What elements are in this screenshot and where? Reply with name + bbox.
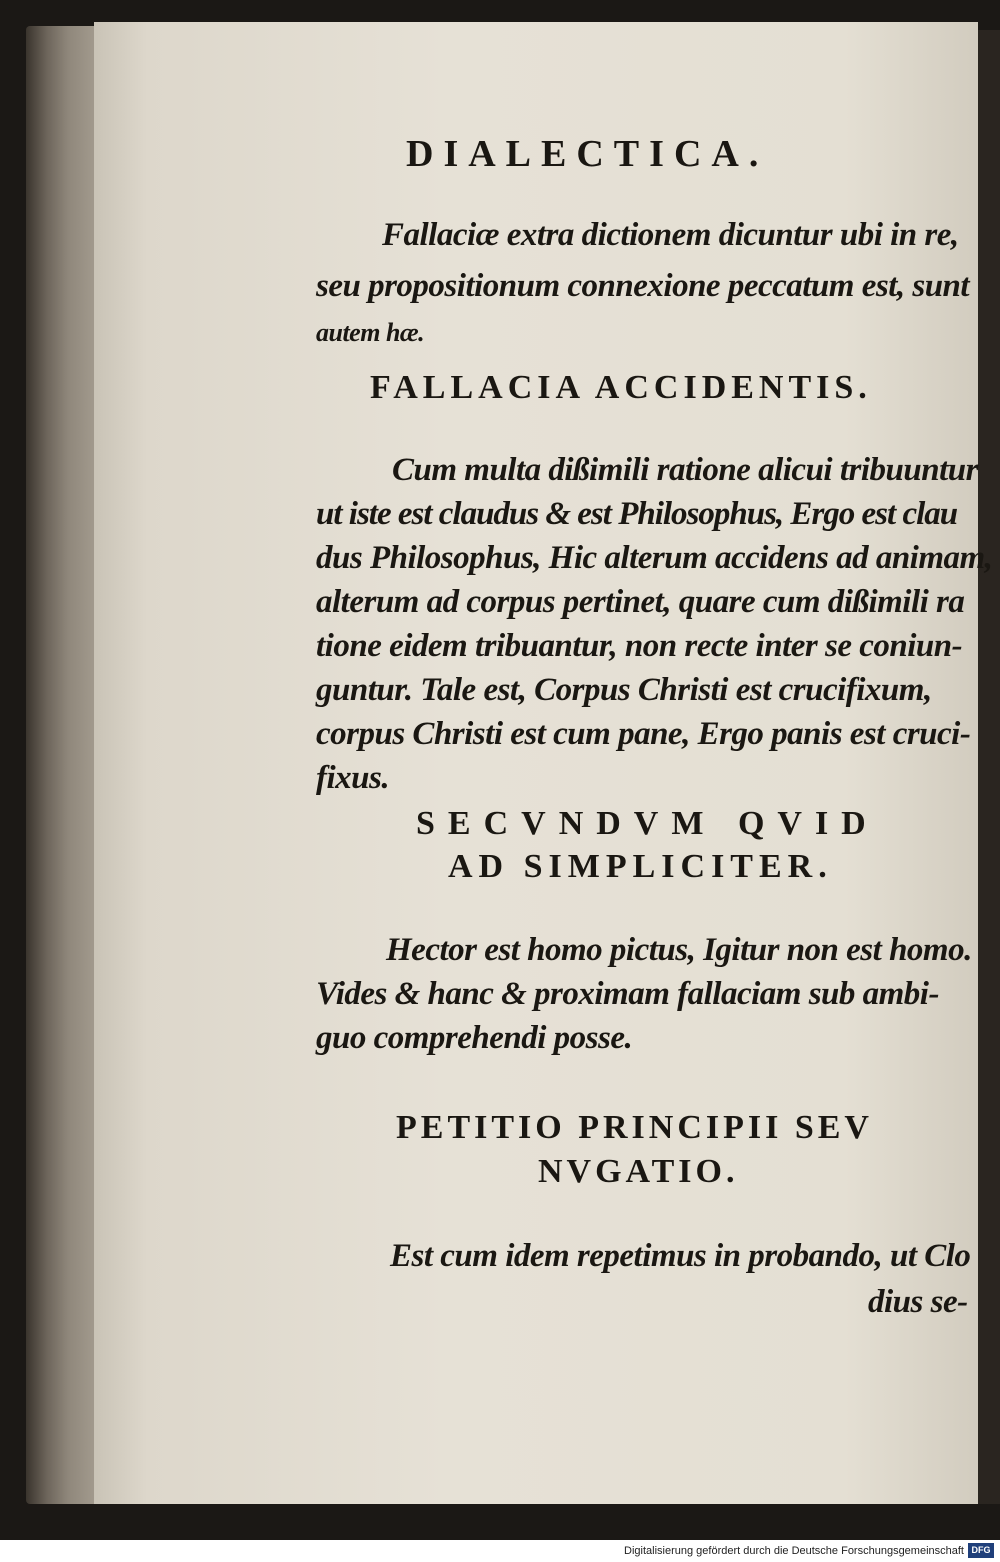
section-heading: AD SIMPLICITER. — [448, 848, 833, 885]
funding-credit: Digitalisierung gefördert durch die Deutsche Forschungsgemeinschaft — [624, 1545, 964, 1557]
page-gutter-shadow — [978, 30, 1000, 1504]
text-line: guo comprehendi posse. — [316, 1020, 633, 1056]
page-edges — [26, 26, 96, 1504]
running-title: DIALECTICA. — [406, 133, 769, 175]
text-line: dus Philosophus, Hic alterum accidens ad animam, — [316, 540, 993, 576]
text-line: Hector est homo pictus, Igitur non est homo. — [386, 932, 972, 968]
book-page — [94, 22, 993, 1504]
text-line: Est cum idem repetimus in probando, ut Clo — [390, 1238, 971, 1274]
text-line: ut iste est claudus & est Philosophus, Ergo est clau — [316, 496, 958, 532]
text-line: Cum multa dißimili ratione alicui tribuuntur — [392, 452, 978, 488]
text-line: guntur. Tale est, Corpus Christi est crucifixum, — [316, 672, 932, 708]
section-heading: SECVNDVM QVID — [416, 805, 879, 842]
dfg-logo: DFG — [968, 1543, 994, 1558]
text-line: Vides & hanc & proximam fallaciam sub ambi- — [316, 976, 939, 1012]
section-heading: PETITIO PRINCIPII SEV — [396, 1109, 873, 1146]
text-line: tione eidem tribuantur, non recte inter se coniun- — [316, 628, 963, 664]
credit-bar — [0, 1540, 1000, 1562]
section-heading: NVGATIO. — [538, 1153, 739, 1190]
catchword: dius se- — [868, 1284, 968, 1320]
text-line: autem hæ. — [316, 318, 425, 347]
section-heading: FALLACIA ACCIDENTIS. — [370, 369, 872, 406]
text-line: corpus Christi est cum pane, Ergo panis est cruci- — [316, 716, 971, 752]
text-line: Fallaciæ extra dictionem dicuntur ubi in re, — [382, 217, 959, 253]
text-line: fixus. — [316, 760, 390, 796]
text-line: alterum ad corpus pertinet, quare cum dißimili ra — [316, 584, 965, 620]
text-line: seu propositionum connexione peccatum est, sunt — [316, 268, 970, 304]
